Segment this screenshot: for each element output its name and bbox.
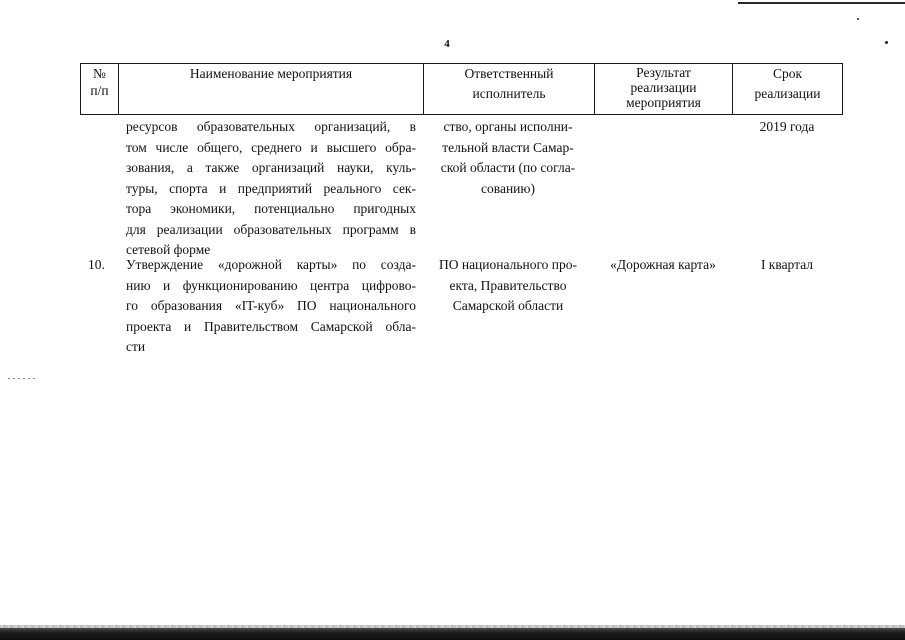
row-1-responsible: ство, органы исполни- тельной власти Самар- ской области (по согла- сованию) (440, 119, 576, 196)
scan-bottom-edge (0, 628, 905, 640)
row-1-deadline: 2019 года (759, 119, 815, 134)
row-2-responsible: ПО национального про- екта, Правительство Самарской области (438, 257, 578, 313)
row-1-name: ресурсов образовательных организаций, в том числе общего, среднего и высшего обра- зования, а также организаций науки, куль- туры, спорта и предприятий реального сек- тора экономики, потенциально пригодных для реализации образовательных программ в сетевой форме (126, 119, 416, 257)
table-header (80, 63, 843, 115)
scan-speck (885, 41, 888, 44)
header-name: Наименование мероприятия (189, 66, 353, 81)
header-responsible: Ответственный исполнитель (464, 66, 554, 101)
row-2-name: Утверждение «дорожной карты» по созда- нию и функционированию центра цифрово- го образования «IT-куб» ПО национального проекта и Правительством Самарской обла- сти (126, 257, 416, 354)
row-2-deadline: I квартал (760, 257, 814, 272)
row-2-num: 10. (88, 257, 105, 272)
row-2-result: «Дорожная карта» (610, 257, 716, 272)
header-deadline: Срок реализации (754, 66, 821, 101)
page-number: 4 (444, 38, 450, 50)
scan-speck (857, 18, 859, 20)
header-result: Результат реализации мероприятия (626, 65, 701, 110)
scan-artifact-dash (8, 378, 38, 379)
top-right-rule (738, 2, 905, 4)
header-num: № п/п (90, 66, 109, 98)
